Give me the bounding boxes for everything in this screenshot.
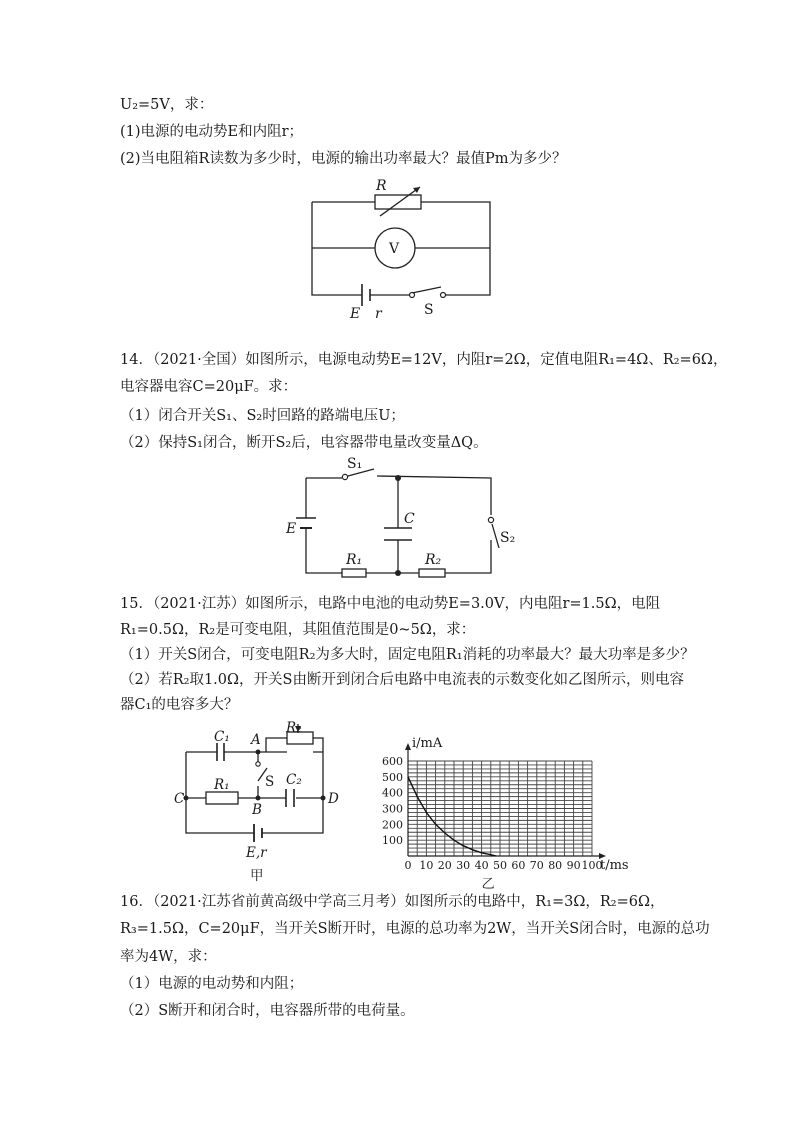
y-axis-arrow-icon: [405, 743, 411, 750]
x-tick-label: 80: [548, 859, 563, 872]
label-s: S: [265, 774, 275, 790]
x-tick-label: 100: [581, 859, 603, 872]
x-tick-label: 10: [419, 859, 434, 872]
q16-line1: 16．（2021·江苏省前黄高级中学高三月考）如图所示的电路中，R₁=3Ω，R₂=6Ω，: [120, 894, 665, 910]
label-a: A: [251, 732, 261, 748]
label-e: E: [350, 306, 361, 322]
x-tick-label: 60: [511, 859, 526, 872]
q14-sub2: （2）保持S₁闭合，断开S₂后，电容器带电量改变量ΔQ。: [120, 435, 488, 451]
caption-yi: 乙: [481, 877, 495, 890]
label-r1: R₁: [214, 777, 230, 793]
q15-sub2-line2: 器C₁的电容多大？: [120, 697, 239, 713]
junction-dot-icon: [395, 475, 401, 481]
junction-dot-icon: [256, 796, 261, 801]
y-tick-label: 500: [382, 770, 403, 784]
label-r1: R₁: [346, 552, 363, 568]
label-r2: R₂: [286, 720, 302, 736]
x-tick-label: 30: [456, 859, 471, 872]
label-s2: S₂: [500, 530, 516, 546]
q15-line2: R₁=0.5Ω，R₂是可变电阻，其阻值范围是0~5Ω，求：: [120, 622, 476, 638]
q15-line1: 15．（2021·江苏）如图所示，电路中电池的电动势E=3.0V，内电阻r=1.5Ω，电阻: [120, 596, 661, 612]
label-r-internal: r: [375, 306, 382, 322]
y-tick-label: 600: [382, 755, 403, 768]
junction-dot-icon: [256, 750, 261, 755]
switch-contact-icon: [488, 517, 493, 522]
y-tick-label: 200: [382, 818, 403, 832]
q14-circuit-figure: [280, 455, 520, 585]
rheostat-r: [375, 195, 421, 209]
switch-contact-icon: [410, 293, 415, 298]
label-s1: S₁: [347, 456, 363, 472]
x-tick-label: 0: [404, 859, 412, 872]
switch-contact-icon: [256, 762, 260, 766]
q13-sub2: (2)当电阻箱R读数为多少时，电源的输出功率最大？最值Pm为多少？: [120, 151, 567, 167]
q15-sub2-line1: （2）若R₂取1.0Ω，开关S由断开到闭合后电路中电流表的示数变化如乙图所示，则电容: [120, 672, 684, 688]
y-axis-label: i/mA: [412, 736, 443, 751]
q16-sub2: （2）S断开和闭合时，电容器所带的电荷量。: [120, 1003, 415, 1019]
q16-line3: 率为4W，求：: [120, 949, 217, 965]
junction-dot-icon: [395, 570, 401, 576]
q16-sub1: （1）电源的电动势和内阻；: [120, 976, 304, 992]
label-r2: R₂: [425, 552, 442, 568]
x-tick-label: 40: [474, 859, 489, 872]
q14-sub1: （1）闭合开关S₁、S₂时回路的路端电压U；: [120, 408, 405, 424]
q14-line2: 电容器电容C=20μF。求：: [120, 379, 298, 395]
q13-given: U₂=5V，求：: [120, 97, 214, 113]
q15-circuit-jia: [170, 720, 350, 885]
q15-sub1: （1）开关S闭合，可变电阻R₂为多大时，固定电阻R₁消耗的功率最大？最大功率是多少？: [120, 647, 695, 663]
x-tick-label: 90: [566, 859, 581, 872]
label-c: C: [404, 511, 415, 527]
label-b: B: [252, 802, 262, 818]
x-tick-label: 50: [493, 859, 507, 872]
y-tick-label: 300: [382, 802, 403, 816]
switch-contact-icon: [342, 474, 347, 479]
label-c2: C₂: [286, 772, 302, 788]
x-axis-label: t/ms: [600, 858, 629, 873]
y-tick-label: 100: [382, 834, 403, 848]
q15-current-graph: [370, 725, 640, 890]
q13-circuit-figure: [300, 170, 500, 330]
junction-dot-icon: [321, 796, 326, 801]
caption-jia: 甲: [250, 868, 264, 884]
x-tick-label: 70: [529, 859, 544, 872]
label-r: R: [376, 178, 387, 194]
label-er: E,r: [246, 845, 267, 861]
q16-line2: R₃=1.5Ω，C=20μF，当开关S断开时，电源的总功率为2W，当开关S闭合时，电源的总功: [120, 921, 710, 937]
label-c1: C₁: [214, 729, 230, 745]
label-s: S: [424, 302, 434, 318]
label-d: D: [328, 791, 339, 807]
label-c: C: [174, 791, 185, 807]
label-e: E: [286, 521, 297, 537]
switch-contact-icon: [441, 293, 446, 298]
x-tick-label: 20: [437, 859, 452, 872]
label-v: V: [389, 241, 400, 257]
y-tick-label: 400: [382, 786, 403, 800]
q13-sub1: (1)电源的电动势E和内阻r；: [120, 124, 304, 140]
q14-line1: 14．（2021·全国）如图所示，电源电动势E=12V，内阻r=2Ω，定值电阻R₁=4Ω、R₂=6Ω，: [120, 352, 728, 368]
